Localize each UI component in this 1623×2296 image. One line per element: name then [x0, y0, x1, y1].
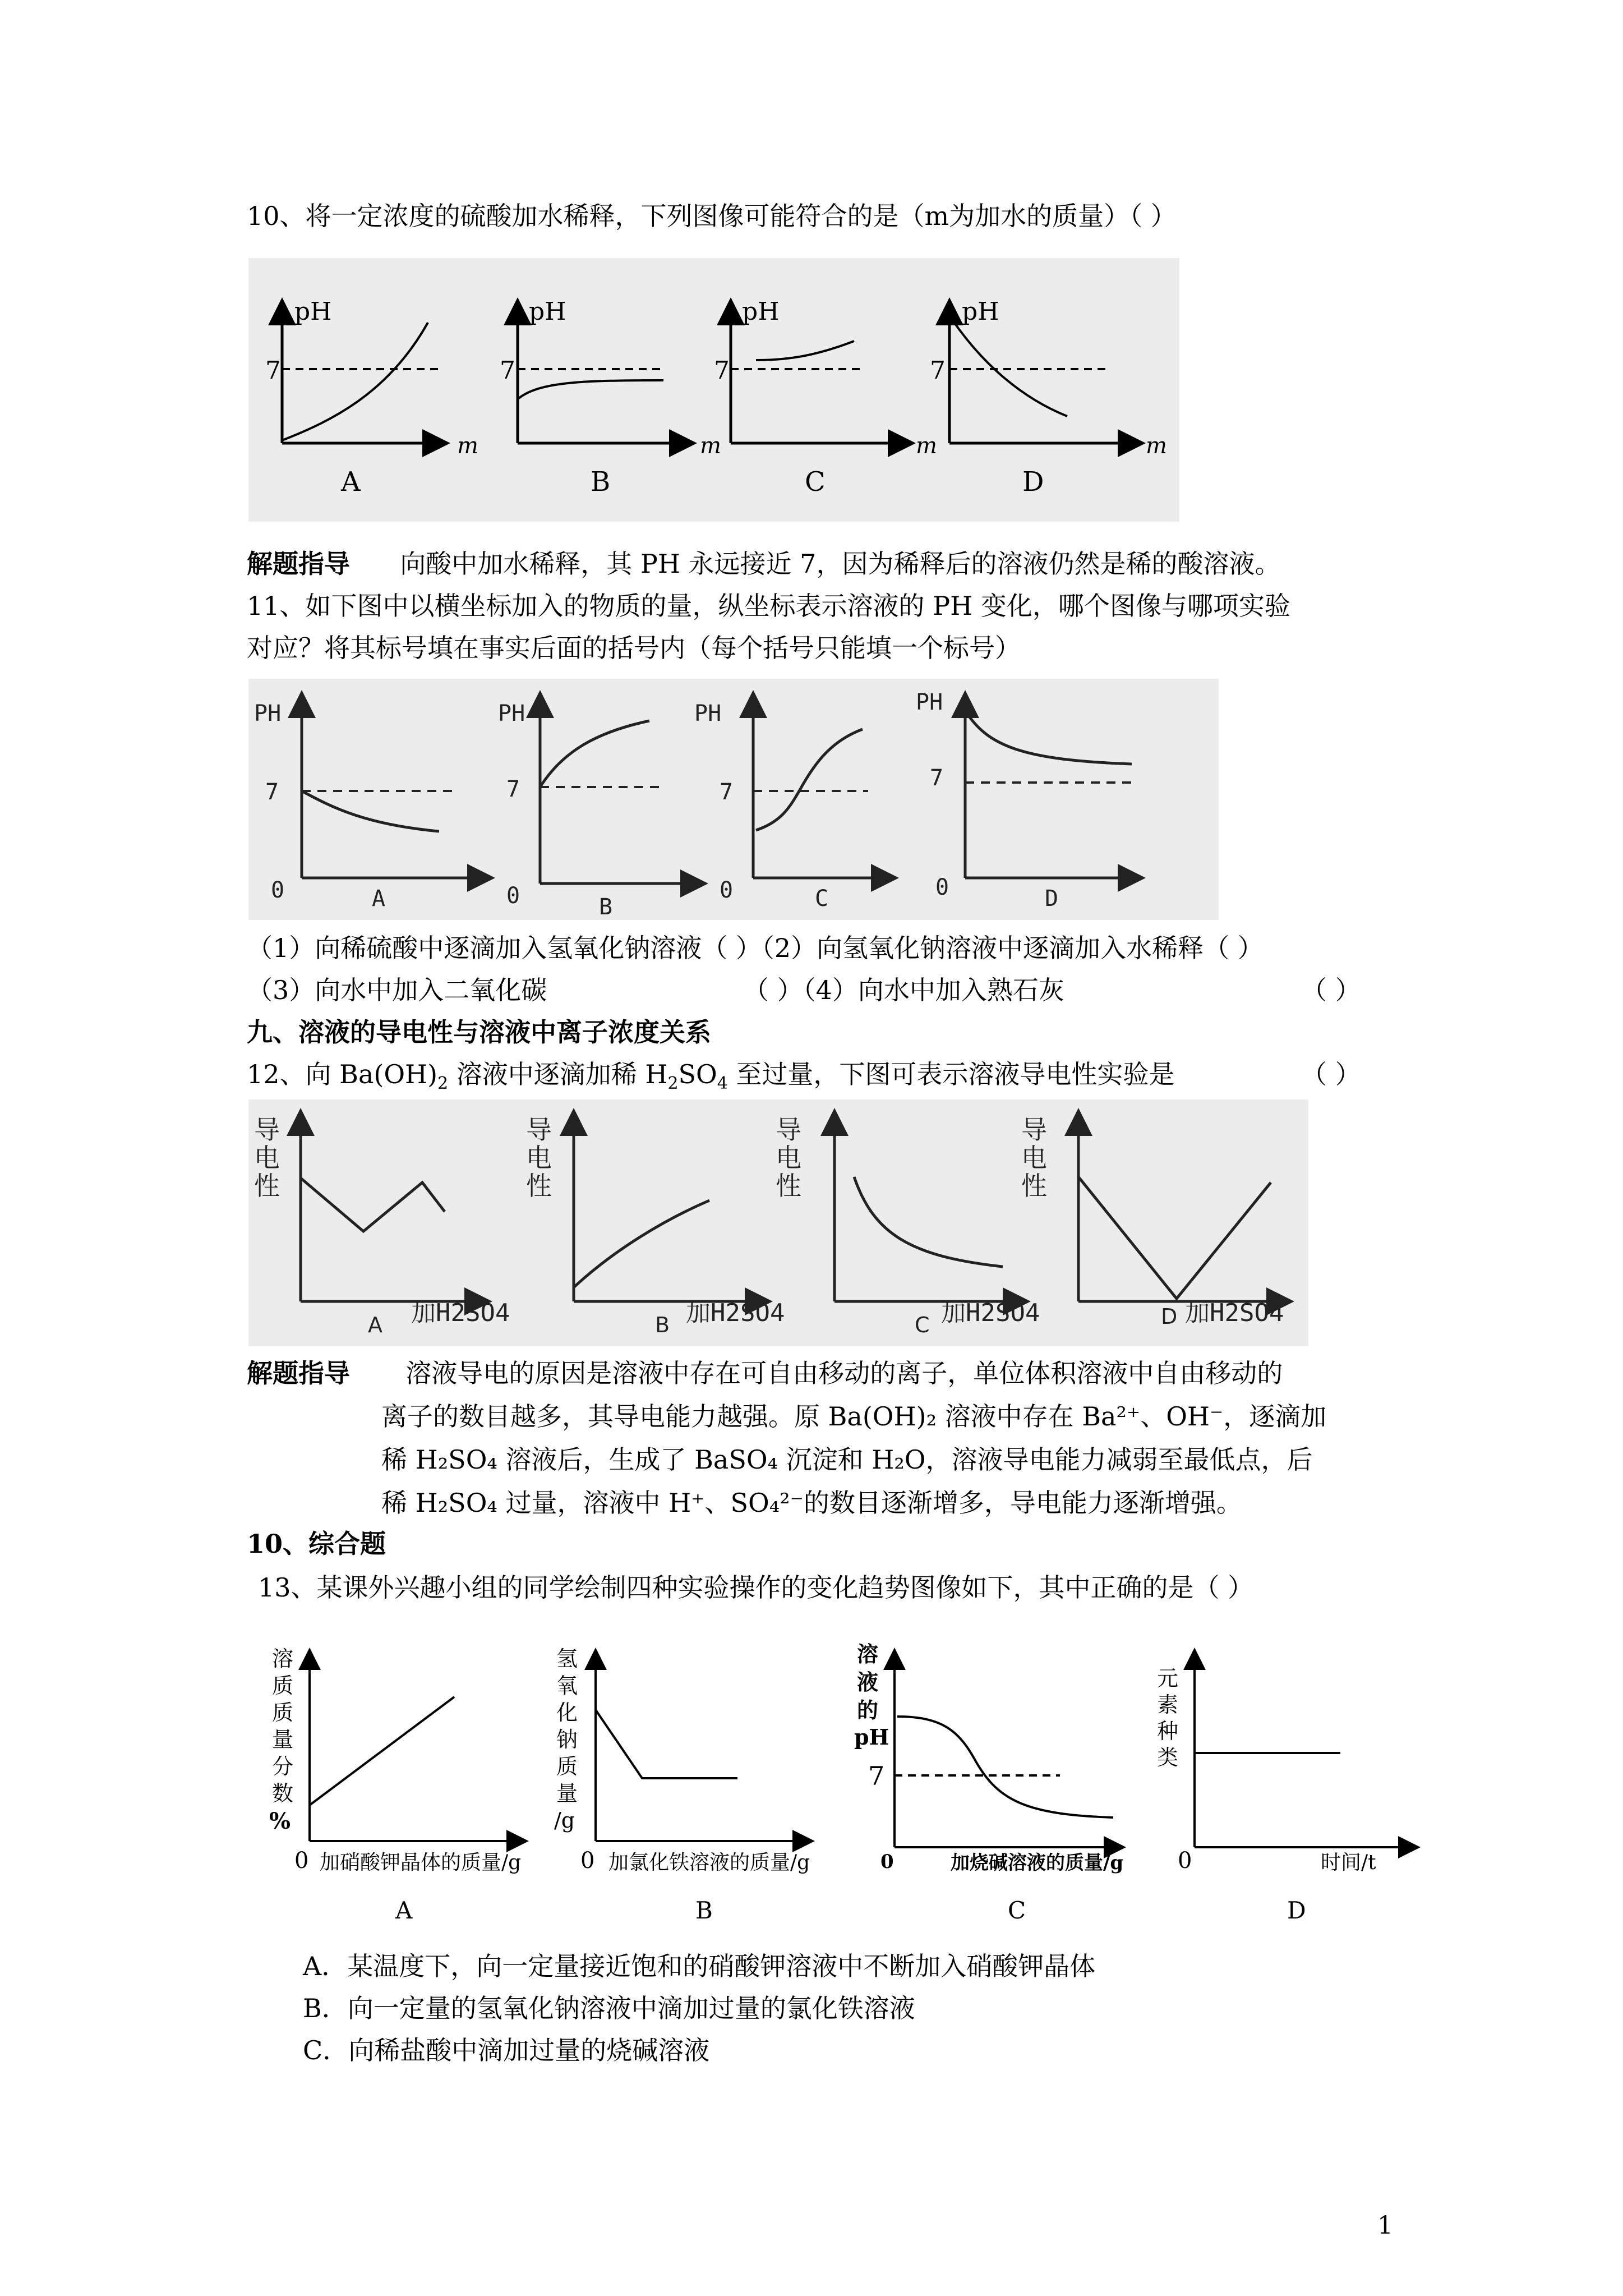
q11-a-label: A: [372, 886, 386, 912]
q13-choice-c: C．向稀盐酸中滴加过量的烧碱溶液: [303, 2035, 710, 2065]
q13-d-0: 0: [1178, 1848, 1192, 1874]
q13-c-0: 0: [880, 1851, 894, 1873]
q10-figure: [248, 258, 1179, 522]
q12-d-label: D: [1161, 1304, 1178, 1329]
q10-c-7: 7: [714, 356, 730, 385]
q13-d-x: 时间/t: [1321, 1851, 1376, 1874]
q13-c-7: 7: [868, 1761, 885, 1791]
q13-c-y2: 液: [857, 1669, 879, 1695]
q13-a-y3: 质: [272, 1700, 294, 1725]
q11-b-ph: PH: [498, 701, 525, 726]
q12-hint-line2: 离子的数目越多，其导电能力越强。原 Ba(OH)₂ 溶液中存在 Ba²⁺、OH⁻，逐滴加: [381, 1401, 1327, 1432]
q13-b-x: 加氯化铁溶液的质量/g: [608, 1851, 810, 1874]
q11-item-3: （3）向水中加入二氧化碳: [247, 975, 547, 1005]
q12-q-mid: 溶液中逐滴加稀 H: [448, 1059, 668, 1089]
q11-d-label: D: [1045, 886, 1059, 912]
q12-q-mid2: SO: [678, 1059, 717, 1089]
q13-b-label: B: [695, 1897, 713, 1924]
q11-d-0: 0: [935, 875, 949, 900]
q12-figure: [248, 1099, 1308, 1346]
q13-a-y4: 量: [272, 1727, 294, 1752]
q10-graph-a: [265, 297, 478, 498]
q13-a-label: A: [395, 1897, 413, 1924]
q10-question: 10、将一定浓度的硫酸加水稀释，下列图像可能符合的是（m为加水的质量）（ ）: [247, 201, 1177, 231]
q12-hint-line1: [247, 1356, 1283, 1390]
q13-b-y3: 化: [556, 1700, 578, 1725]
q10-a-7: 7: [265, 356, 281, 385]
q13-graph-c: [854, 1641, 1123, 1924]
q12-graph-d: [1021, 1114, 1289, 1329]
q11-question-line1: 11、如下图中以横坐标加入的物质的量，纵坐标表示溶液的 PH 变化，哪个图像与哪项实验: [247, 591, 1290, 621]
q13-figure: [247, 1627, 1424, 1941]
q12-a-label: A: [368, 1313, 382, 1337]
q13-a-y1: 溶: [272, 1646, 294, 1671]
q12-q-sub3: 4: [717, 1074, 728, 1094]
q10-graph-c: [714, 297, 937, 498]
q12-b-label: B: [655, 1313, 670, 1337]
q13-c-y4: pH: [854, 1724, 889, 1750]
q13-b-y6: 量: [556, 1781, 578, 1806]
q12-a-y1: 导: [254, 1115, 280, 1145]
q11-c-0: 0: [720, 877, 734, 903]
q13-a-y5: 分: [272, 1754, 294, 1779]
q12-c-y3: 性: [776, 1171, 801, 1201]
q10-graph-b: [500, 297, 721, 498]
q12-blank: （ ）: [1301, 1059, 1361, 1089]
q12-hint-line3: 稀 H₂SO₄ 溶液后，生成了 BaSO₄ 沉淀和 H₂O，溶液导电能力减弱至最低点，后: [381, 1444, 1313, 1475]
q11-graph-b: [498, 696, 703, 920]
q11-question-line2: 对应？将其标号填在事实后面的括号内（每个括号只能填一个标号）: [247, 633, 1021, 663]
q12-hint-line4: 稀 H₂SO₄ 过量，溶液中 H⁺、SO₄²⁻的数目逐渐增多，导电能力逐渐增强。: [381, 1488, 1242, 1518]
q11-figure: [248, 679, 1219, 920]
q11-c-label: C: [815, 886, 829, 912]
q12-d-y1: 导: [1021, 1115, 1047, 1145]
q11-item-1-2: （1）向稀硫酸中逐滴加入氢氧化钠溶液（ ）（2）向氢氧化钠溶液中逐滴加入水稀释（ ）: [247, 933, 1264, 963]
q12-a-y2: 电: [254, 1143, 280, 1173]
q10-b-m: m: [700, 433, 721, 459]
q12-question: [247, 1057, 1174, 1101]
q12-c-label: C: [915, 1313, 930, 1337]
q13-b-y2: 氧: [556, 1673, 578, 1698]
q12-graph-b: [526, 1114, 785, 1337]
q10-a-ph: pH: [294, 297, 332, 326]
q13-graphs: [247, 1627, 1424, 1941]
q12-d-x: 加H2SO4: [1185, 1299, 1284, 1327]
q13-graph-d: [1157, 1652, 1416, 1924]
q13-d-y2: 素: [1157, 1692, 1179, 1717]
q11-graphs: [248, 679, 1219, 920]
q10-a-m: m: [457, 433, 478, 459]
q10-hint-label: 解题指导: [247, 549, 350, 579]
q10-d-m: m: [1146, 433, 1167, 459]
q13-a-y6: 数: [272, 1781, 294, 1806]
q13-d-y4: 类: [1157, 1745, 1179, 1770]
q12-c-y1: 导: [776, 1115, 801, 1145]
q12-q-sub2: 2: [667, 1074, 679, 1094]
q12-c-y2: 电: [776, 1143, 801, 1173]
q12-q-sub1: 2: [437, 1074, 449, 1094]
q13-d-label: D: [1287, 1897, 1306, 1924]
q10-graphs: [248, 258, 1179, 522]
q11-b-0: 0: [506, 883, 520, 909]
q13-d-y3: 种: [1157, 1719, 1179, 1743]
q13-a-y2: 质: [272, 1673, 294, 1698]
q11-graph-c: [694, 696, 893, 912]
q10-c-m: m: [916, 433, 937, 459]
q12-d-y3: 性: [1021, 1171, 1047, 1201]
q12-b-y1: 导: [526, 1115, 552, 1145]
q12-b-y3: 性: [526, 1171, 552, 1201]
q12-a-y3: 性: [254, 1171, 280, 1201]
q11-a-ph: PH: [254, 701, 282, 726]
q10-b-ph: pH: [529, 297, 566, 326]
q12-q-pre: 12、向 Ba(OH): [247, 1059, 438, 1089]
section9-title: 九、溶液的导电性与溶液中离子浓度关系: [247, 1017, 711, 1047]
q12-hint-text1: 溶液导电的原因是溶液中存在可自由移动的离子，单位体积溶液中自由移动的: [405, 1358, 1283, 1388]
q10-a-label: A: [341, 466, 361, 498]
q11-d-ph: PH: [916, 689, 943, 715]
section10-title: 10、综合题: [247, 1529, 386, 1559]
q13-question: 13、某课外兴趣小组的同学绘制四种实验操作的变化趋势图像如下，其中正确的是（ ）: [258, 1572, 1254, 1603]
q12-graph-a: [254, 1114, 510, 1337]
q13-graph-b: [554, 1646, 810, 1924]
q11-b-label: B: [599, 894, 613, 920]
q13-choice-b: B．向一定量的氢氧化钠溶液中滴加过量的氯化铁溶液: [303, 1993, 915, 2023]
q12-hint-label: 解题指导: [247, 1358, 350, 1388]
q13-graph-a: [269, 1646, 524, 1924]
q12-d-y2: 电: [1021, 1143, 1047, 1173]
q13-b-0: 0: [580, 1848, 595, 1874]
q12-c-x: 加H2SO4: [941, 1299, 1040, 1327]
q12-b-x: 加H2SO4: [686, 1299, 785, 1327]
q12-a-x: 加H2SO4: [411, 1299, 510, 1327]
q12-graph-c: [776, 1114, 1040, 1337]
q13-b-y1: 氢: [556, 1646, 578, 1671]
q11-a-7: 7: [265, 779, 279, 805]
q11-c-ph: PH: [694, 701, 722, 726]
q10-c-label: C: [805, 466, 826, 498]
q11-d-7: 7: [930, 765, 944, 791]
q10-hint-text: 向酸中加水稀释，其 PH 永远接近 7，因为稀释后的溶液仍然是稀的酸溶液。: [400, 549, 1281, 579]
q13-a-0: 0: [294, 1848, 309, 1874]
q11-item-4-blank: （ ）: [1301, 975, 1361, 1005]
q10-b-7: 7: [500, 356, 515, 385]
q13-b-y7: /g: [554, 1808, 575, 1833]
q13-c-x: 加烧碱溶液的质量/g: [951, 1852, 1124, 1874]
q13-a-y7: %: [269, 1808, 291, 1834]
q13-a-x: 加硝酸钾晶体的质量/g: [320, 1851, 522, 1874]
q10-c-ph: pH: [742, 297, 780, 326]
q10-d-ph: pH: [962, 297, 999, 326]
q13-choice-a: A．某温度下，向一定量接近饱和的硝酸钾溶液中不断加入硝酸钾晶体: [303, 1951, 1096, 1981]
q10-d-7: 7: [930, 356, 946, 385]
q11-b-7: 7: [506, 776, 520, 802]
page-number: 1: [1377, 2211, 1393, 2240]
q12-q-post: 至过量，下图可表示溶液导电性实验是: [727, 1059, 1175, 1089]
q11-item-3-blank: （ ）（4）向水中加入熟石灰: [743, 975, 1064, 1005]
q13-c-y3: 的: [857, 1697, 879, 1723]
q11-graph-a: [254, 696, 490, 912]
q13-b-y4: 钠: [556, 1727, 578, 1752]
q12-graphs: [248, 1099, 1308, 1346]
q10-hint: [247, 547, 1280, 581]
q13-b-y5: 质: [556, 1754, 578, 1779]
q10-b-label: B: [591, 466, 611, 498]
q11-a-0: 0: [271, 877, 285, 903]
q10-d-label: D: [1022, 466, 1044, 498]
q11-c-7: 7: [720, 779, 734, 805]
q12-b-y2: 电: [526, 1143, 552, 1173]
q13-d-y1: 元: [1157, 1666, 1179, 1691]
q10-graph-d: [930, 297, 1167, 498]
q13-c-label: C: [1008, 1897, 1026, 1924]
q13-c-y1: 溶: [857, 1641, 879, 1667]
q11-graph-d: [916, 689, 1140, 912]
